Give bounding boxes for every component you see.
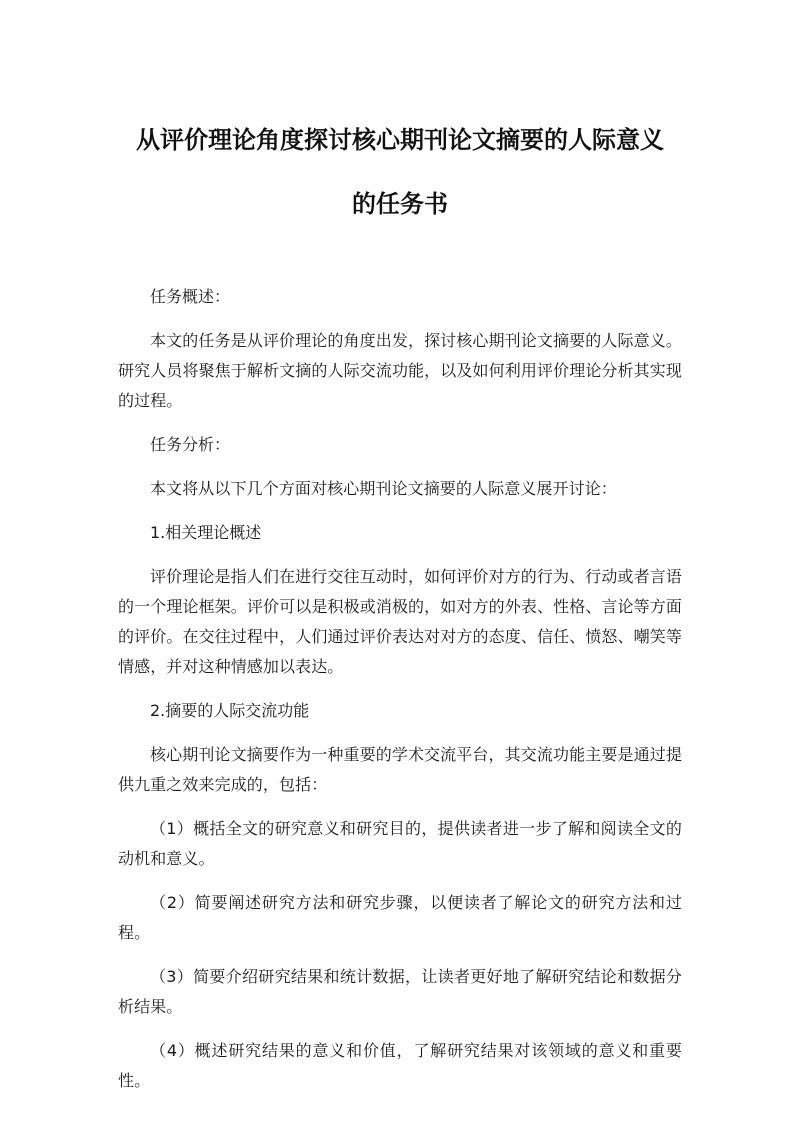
title-line-1: 从评价理论角度探讨核心期刊论文摘要的人际意义 bbox=[136, 126, 664, 154]
analysis-heading: 任务分析： bbox=[150, 435, 231, 454]
document-title bbox=[118, 108, 682, 236]
section-1-paragraph: 评价理论是指人们在进行交往互动时，如何评价对方的行为、行动或者言语的一个理论框架。评价可以是积极或消极的，如对方的外表、性格、言论等方面的评价。在交往过程中，人们通过评价表达对对方的态度、信任、愤怒、嘲笑等情感，并对这种情感加以表达。 bbox=[118, 567, 682, 676]
list-item-1: （1）概括全文的研究意义和研究目的，提供读者进一步了解和阅读全文的动机和意义。 bbox=[118, 819, 682, 868]
overview-heading: 任务概述： bbox=[150, 287, 231, 306]
title-line-2: 的任务书 bbox=[352, 190, 448, 218]
section-2-heading: 2.摘要的人际交流功能 bbox=[150, 701, 310, 720]
list-item-3: （3）简要介绍研究结果和统计数据，让读者更好地了解研究结论和数据分析结果。 bbox=[118, 967, 682, 1016]
analysis-intro-paragraph: 本文将从以下几个方面对核心期刊论文摘要的人际意义展开讨论： bbox=[150, 479, 617, 498]
document-body bbox=[118, 282, 682, 1096]
list-item-2: （2）简要阐述研究方法和研究步骤，以便读者了解论文的研究方法和过程。 bbox=[118, 893, 682, 942]
list-item-4: （4）概述研究结果的意义和价值，了解研究结果对该领域的意义和重要性。 bbox=[118, 1041, 682, 1090]
overview-paragraph: 本文的任务是从评价理论的角度出发，探讨核心期刊论文摘要的人际意义。研究人员将聚焦于解析文摘的人际交流功能，以及如何利用评价理论分析其实现的过程。 bbox=[118, 331, 682, 410]
section-1-heading: 1.相关理论概述 bbox=[150, 523, 262, 542]
section-2-paragraph: 核心期刊论文摘要作为一种重要的学术交流平台，其交流功能主要是通过提供九重之效来完成的，包括： bbox=[118, 745, 682, 794]
